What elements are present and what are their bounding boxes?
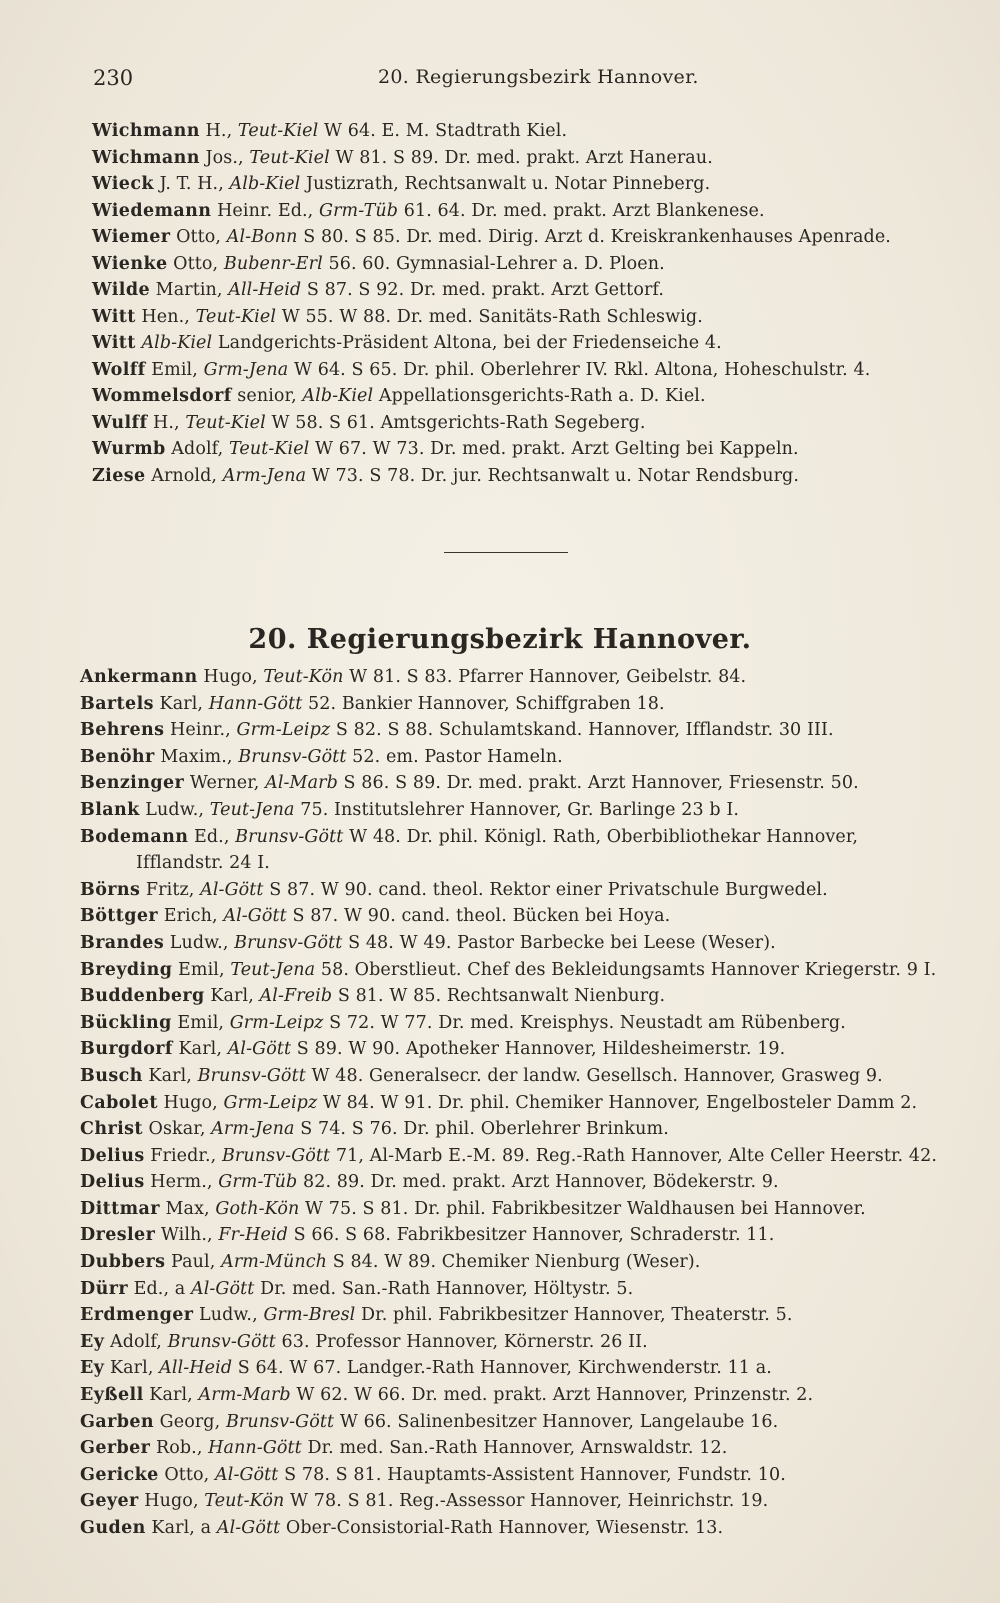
entry-details: S 81. W 85. Rechtsanwalt Nienburg. [332,986,666,1007]
entry-given: Max, [159,1198,216,1219]
entry-details: 82. 89. Dr. med. prakt. Arzt Hannover, Bödekerstr. 9. [297,1172,779,1193]
entry-affiliation: Al-Gött [190,1278,255,1299]
entry-name: Benzinger [80,773,185,794]
entry-given: Karl, [172,1039,228,1060]
entry-given: Adolf, [104,1331,168,1352]
entry-details: S 86. S 89. Dr. med. prakt. Arzt Hannover, Friesenstr. 50. [337,773,859,794]
entry-affiliation: Teut-Kön [263,667,344,687]
directory-entry [80,903,945,930]
directory-entry [80,1302,945,1329]
entry-affiliation: Teut-Jena [209,799,295,820]
entry-affiliation: Grm-Leipz [223,1092,318,1113]
directory-entry [80,1222,945,1249]
entry-details: S 84. W 89. Chemiker Nienburg (Weser). [327,1252,701,1273]
directory-entry [80,797,945,824]
entry-name: Delius [80,1145,145,1166]
entry-affiliation: Brunsv-Gött [167,1331,276,1352]
entry-name: Behrens [80,720,165,741]
entry-affiliation: All-Heid [159,1358,233,1379]
directory-entry [80,850,945,877]
entry-given: senior, [231,386,303,406]
directory-entry [80,1382,945,1409]
entry-name: Burgdorf [80,1039,173,1060]
directory-entry [92,410,945,437]
entry-details: W 75. S 81. Dr. phil. Fabrikbesitzer Waldhausen bei Hannover. [299,1198,866,1219]
entry-name: Wulff [92,412,148,433]
entry-affiliation: Grm-Bresl [263,1305,356,1326]
entry-name: Bückling [80,1012,172,1033]
entry-details: Appellationsgerichts-Rath a. D. Kiel. [373,386,706,406]
directory-entry [80,1116,945,1143]
directory-entry [92,383,945,410]
entry-affiliation: Al-Gött [215,1464,279,1485]
entry-given: Martin, [150,280,229,300]
directory-entry [80,1329,945,1356]
directory-entry [80,1090,945,1117]
entry-details: W 64. E. M. Stadtrath Kiel. [318,121,568,141]
directory-entry [92,357,945,384]
entry-name: Blank [80,799,140,820]
entry-details: Dr. med. San.-Rath Hannover, Arnswaldstr. 12. [301,1438,728,1459]
page-header [93,66,940,96]
directory-entry [80,1276,945,1303]
entry-affiliation: Al-Gött [200,879,264,900]
entry-details: W 66. Salinenbesitzer Hannover, Langelaube 16. [334,1411,779,1432]
entry-name: Wolff [92,359,146,380]
directory-entry [92,251,945,278]
entry-affiliation: Teut-Kiel [237,121,319,141]
directory-entry [92,463,945,490]
directory-entry [80,1196,945,1223]
entry-name: Wichmann [92,121,200,141]
directory-entry [80,664,945,691]
entry-name: Witt [92,306,136,327]
directory-entry [80,1355,945,1382]
directory-entry [92,198,945,225]
directory-entry [80,770,945,797]
entry-name: Wilde [92,280,151,300]
entry-given: Karl, a [145,1518,217,1538]
directory-entry [80,691,945,718]
entry-affiliation: All-Heid [228,280,302,300]
entry-given: Emil, [171,1012,230,1033]
entry-details: S 48. W 49. Pastor Barbecke bei Leese (Weser). [342,932,776,953]
entry-given: Rob., [150,1438,209,1459]
entry-affiliation: Brunsv-Gött [221,1145,331,1166]
entry-details: S 74. S 76. Dr. phil. Oberlehrer Brinkum. [294,1119,669,1140]
entry-given: Hugo, [138,1491,205,1512]
entry-name: Benöhr [80,746,155,767]
entry-details: W 84. W 91. Dr. phil. Chemiker Hannover, Engelbosteler Damm 2. [317,1092,918,1113]
entry-affiliation: Teut-Jena [230,959,316,980]
entry-affiliation: Goth-Kön [215,1198,300,1219]
entry-details: 56. 60. Gymnasial-Lehrer a. D. Ploen. [322,253,665,274]
entry-affiliation: Arm-Jena [211,1119,295,1140]
entry-affiliation: Teut-Kiel [195,306,277,327]
entry-affiliation: Alb-Kiel [141,333,213,353]
directory-entry [80,1143,945,1170]
entry-affiliation: Arm-Jena [222,465,307,486]
entry-name: Wichmann [92,147,200,168]
entry-given: Paul, [165,1252,222,1273]
entry-details: W 73. S 78. Dr. jur. Rechtsanwalt u. Notar Rendsburg. [306,465,800,486]
entry-details: S 72. W 77. Dr. med. Kreisphys. Neustadt am Rübenberg. [323,1012,846,1033]
entry-affiliation: Brunsv-Gött [238,746,347,767]
section-title: 20. Regierungsbezirk Hannover. [248,624,752,655]
entries-hannover-block [80,664,945,1542]
directory-entry [80,877,945,904]
entry-affiliation: Grm-Jena [203,359,289,380]
entry-name: Gerber [80,1438,151,1459]
entry-affiliation: Teut-Kiel [185,412,266,433]
entry-given: H., [199,121,238,141]
entry-name: Ziese [92,465,146,486]
entry-details: 58. Oberstlieut. Chef des Bekleidungsamts Hannover Kriegerstr. 9 I. [315,959,937,980]
entry-details: Dr. phil. Fabrikbesitzer Hannover, Theaterstr. 5. [355,1305,793,1326]
directory-entry [92,304,945,331]
entries-top-block [92,118,945,489]
entry-given: J. T. H., [153,174,230,194]
running-head: 20. Regierungsbezirk Hannover. [378,66,699,88]
directory-entry [92,145,945,172]
entry-given: Emil, [145,359,204,380]
directory-entry [80,930,945,957]
entry-given: Ed., [188,826,236,847]
entry-given: Ludw., [139,799,210,820]
entry-given: Karl, [204,986,260,1007]
entry-name: Delius [80,1172,145,1193]
entry-affiliation: Grm-Tüb [218,1172,298,1193]
entry-details: 61. 64. Dr. med. prakt. Arzt Blankenese. [398,200,765,221]
entry-given: Ludw., [193,1305,264,1326]
entry-affiliation: Brunsv-Gött [197,1065,306,1086]
entry-details: W 62. W 66. Dr. med. prakt. Arzt Hannover, Prinzenstr. 2. [290,1385,814,1406]
entry-details: 71, Al-Marb E.-M. 89. Reg.-Rath Hannover, Alte Celler Heerstr. 42. [330,1145,937,1166]
entry-given: Heinr. Ed., [211,200,319,221]
entry-details: S 64. W 67. Landger.-Rath Hannover, Kirchwenderstr. 11 a. [232,1358,772,1379]
entry-given: Wilh., [155,1225,219,1246]
entry-details: Dr. med. San.-Rath Hannover, Höltystr. 5. [254,1278,634,1299]
directory-entry [80,1435,945,1462]
entry-affiliation: Al-Freib [259,986,333,1007]
entry-affiliation: Teut-Kiel [228,439,310,459]
entry-name: Dresler [80,1225,156,1246]
entry-affiliation: Al-Gött [227,1039,292,1060]
directory-entry [92,224,945,251]
entry-affiliation: Alb-Kiel [229,174,301,194]
entry-name: Wienke [92,253,168,274]
entry-details: Justizrath, Rechtsanwalt u. Notar Pinneberg. [300,174,711,194]
entry-details: S 87. W 90. cand. theol. Bücken bei Hoya. [286,906,671,927]
entry-affiliation: Al-Marb [265,773,338,794]
entry-details: W 78. S 81. Reg.-Assessor Hannover, Heinrichstr. 19. [284,1491,769,1512]
directory-entry [80,1010,945,1037]
directory-entry [80,1036,945,1063]
entry-name: Ey [80,1331,105,1352]
directory-entry [80,983,945,1010]
entry-details: S 66. S 68. Fabrikbesitzer Hannover, Schraderstr. 11. [287,1225,775,1246]
entry-name: Bartels [80,693,154,714]
directory-entry [80,744,945,771]
entry-affiliation: Hann-Gött [208,1438,302,1459]
entry-given: Georg, [154,1411,226,1432]
entry-given: Maxim., [154,746,239,767]
entry-affiliation: Grm-Tüb [319,200,399,221]
entry-given: Jos., [199,147,250,168]
directory-entry [80,717,945,744]
entry-name: Guden [80,1518,146,1538]
entry-details: 75. Institutslehrer Hannover, Gr. Barlinge 23 b I. [294,799,740,820]
entry-details: S 80. S 85. Dr. med. Dirig. Arzt d. Kreiskrankenhauses Apenrade. [297,227,891,247]
entry-name: Dürr [80,1278,128,1299]
entry-name: Wieck [92,174,154,194]
entry-affiliation: Fr-Heid [218,1225,288,1246]
entry-given: Emil, [172,959,231,980]
entry-details: 63. Professor Hannover, Körnerstr. 26 II. [275,1331,648,1352]
entry-given: Karl, [143,1385,199,1406]
entry-name: Eyßell [80,1385,144,1406]
entry-given: Herm., [144,1172,219,1193]
entry-affiliation: Grm-Leipz [236,720,331,741]
entry-details: W 67. W 73. Dr. med. prakt. Arzt Gelting bei Kappeln. [309,439,799,459]
entry-details: S 78. S 81. Hauptamts-Assistent Hannover, Fundstr. 10. [278,1464,786,1485]
directory-entry [80,957,945,984]
entry-name: Geyer [80,1491,139,1512]
entry-name: Erdmenger [80,1305,194,1326]
directory-entry [80,1409,945,1436]
directory-entry [80,824,945,851]
entry-name: Dubbers [80,1252,166,1273]
entry-details: W 58. S 61. Amtsgerichts-Rath Segeberg. [265,412,646,433]
entry-details: S 89. W 90. Apotheker Hannover, Hildesheimerstr. 19. [291,1039,786,1060]
entry-given: Karl, [142,1065,198,1086]
entry-name: Börns [80,879,141,900]
entry-given: Karl, [104,1358,160,1379]
entry-name: Buddenberg [80,986,205,1007]
page-number: 230 [93,66,134,90]
entry-given: Ed., a [127,1278,191,1299]
entry-affiliation: Hann-Gött [208,693,303,714]
entry-given: H., [147,412,186,433]
entry-name: Wurmb [92,439,166,459]
entry-details: W 64. S 65. Dr. phil. Oberlehrer IV. Rkl. Altona, Hoheschulstr. 4. [288,359,871,380]
entry-name: Busch [80,1065,143,1086]
entry-details: 52. em. Pastor Hameln. [346,746,563,767]
entry-given: Otto, [167,253,224,274]
entry-given: Hugo, [157,1092,224,1113]
entry-affiliation: Grm-Leipz [229,1012,324,1033]
entry-affiliation: Alb-Kiel [302,386,374,406]
entry-details: Ober-Consistorial-Rath Hannover, Wiesenstr. 13. [280,1518,724,1538]
entry-name: Garben [80,1411,154,1432]
entry-name: Wiemer [92,227,171,247]
entry-given: Otto, [158,1464,216,1485]
entry-given: Hugo, [197,667,264,687]
entry-details: W 81. S 83. Pfarrer Hannover, Geibelstr. 84. [343,667,747,687]
entry-affiliation: Al-Bonn [226,227,298,247]
entry-details: S 87. W 90. cand. theol. Rektor einer Privatschule Burgwedel. [263,879,828,900]
entry-given: Otto, [170,227,227,247]
entry-given: Erich, [158,906,224,927]
entry-name: Ankermann [80,667,198,687]
entry-details: W 55. W 88. Dr. med. Sanitäts-Rath Schleswig. [276,306,703,327]
entry-details: S 87. S 92. Dr. med. prakt. Arzt Gettorf. [301,280,665,300]
entry-name: Cabolet [80,1092,158,1113]
entry-name: Gericke [80,1464,159,1485]
entry-given: Karl, [153,693,209,714]
directory-entry [80,1169,945,1196]
directory-entry [80,1249,945,1276]
entry-name: Böttger [80,906,159,927]
entry-name: Brandes [80,932,165,953]
entry-affiliation: Brunsv-Gött [225,1411,335,1432]
entry-name: Bodemann [80,826,189,847]
entry-continuation: Ifflandstr. 24 I. [136,853,270,874]
entry-given: Werner, [184,773,266,794]
entry-given: Ludw., [164,932,235,953]
entry-details: S 82. S 88. Schulamtskand. Hannover, Ifflandstr. 30 III. [330,720,834,741]
entry-given: Oskar, [142,1119,212,1140]
entry-name: Wiedemann [92,200,212,221]
entry-name: Breyding [80,959,173,980]
directory-entry [92,171,945,198]
entry-affiliation: Bubenr-Erl [223,253,323,274]
entry-given: Adolf, [165,439,229,459]
entry-given: Fritz, [140,879,201,900]
entry-name: Ey [80,1358,105,1379]
entry-affiliation: Brunsv-Gött [234,932,343,953]
directory-entry [92,277,945,304]
entry-details: W 81. S 89. Dr. med. prakt. Arzt Hanerau. [329,147,713,168]
section-divider [444,552,568,553]
entry-name: Witt [92,333,136,353]
entry-affiliation: Teut-Kön [204,1491,285,1512]
directory-entry [92,330,945,357]
directory-entry [80,1063,945,1090]
entry-details: W 48. Generalsecr. der landw. Gesellsch. Hannover, Grasweg 9. [305,1065,883,1086]
entry-name: Wommelsdorf [92,386,232,406]
entry-name: Christ [80,1119,143,1140]
entry-given: Friedr., [144,1145,222,1166]
entry-given: Hen., [135,306,196,327]
entry-name: Dittmar [80,1198,160,1219]
entry-affiliation: Brunsv-Gött [235,826,344,847]
directory-entry [80,1488,945,1515]
entry-given: Heinr., [164,720,237,741]
directory-entry [80,1462,945,1489]
directory-entry [80,1515,945,1542]
directory-entry [92,118,945,145]
entry-affiliation: Teut-Kiel [249,147,330,168]
entry-details: W 48. Dr. phil. Königl. Rath, Oberbibliothekar Hannover, [343,826,859,847]
entry-affiliation: Al-Gött [223,906,287,927]
directory-entry [92,436,945,463]
entry-affiliation: Arm-Marb [198,1385,291,1406]
entry-affiliation: Al-Gött [216,1518,281,1538]
entry-affiliation: Arm-Münch [221,1252,328,1273]
entry-details: 52. Bankier Hannover, Schiffgraben 18. [302,693,665,714]
entry-given: Arnold, [145,465,223,486]
entry-details: Landgerichts-Präsident Altona, bei der Friedenseiche 4. [212,333,722,353]
